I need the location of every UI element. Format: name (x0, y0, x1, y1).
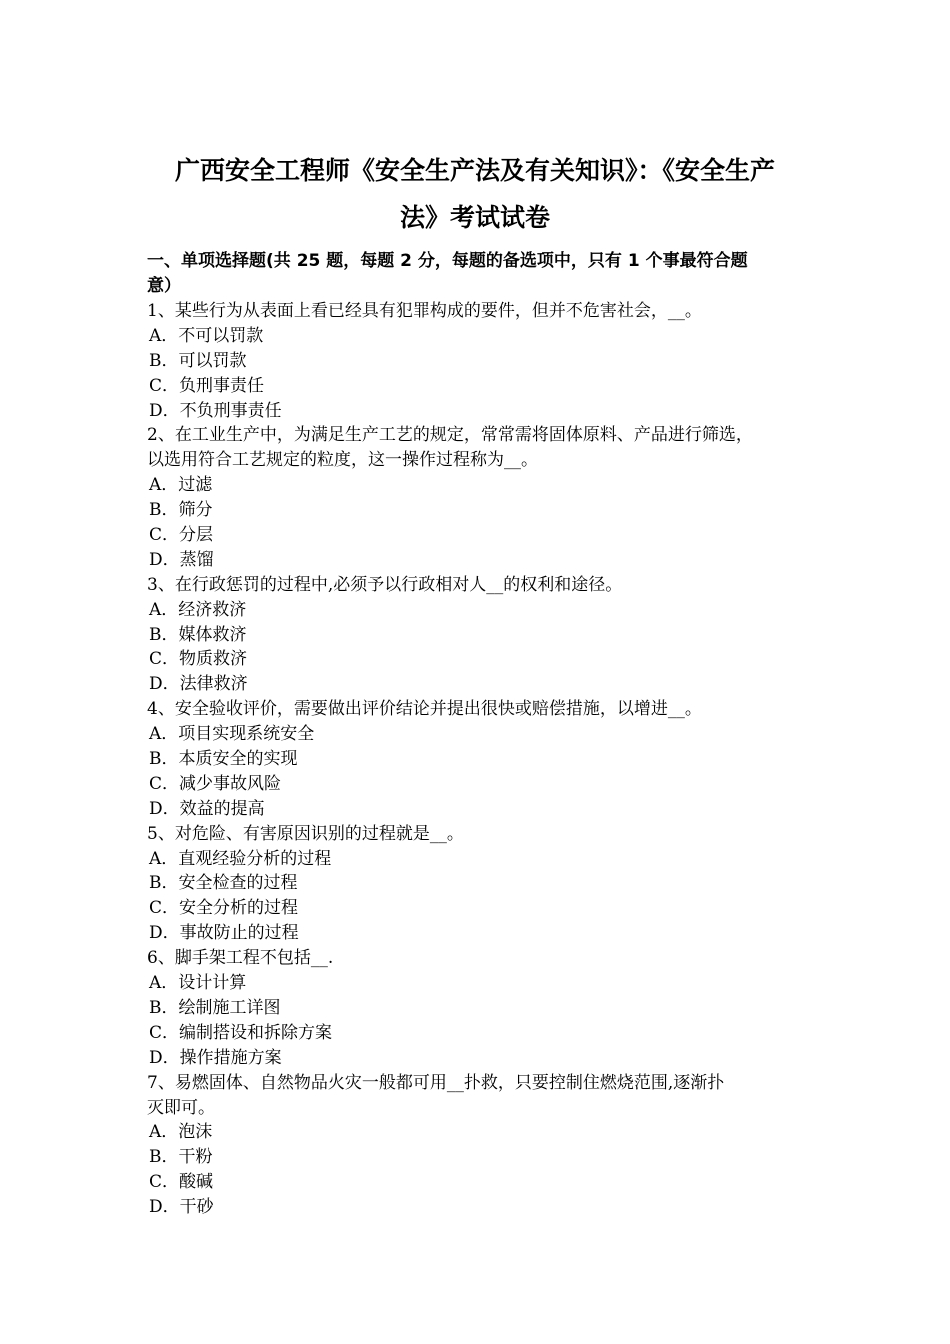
answer-option: C．分层 (149, 525, 214, 546)
answer-option: A．过滤 (149, 475, 213, 496)
question-item (147, 423, 823, 572)
question-item (147, 697, 823, 821)
answer-option: C．安全分析的过程 (149, 898, 299, 919)
answer-option: C．负刑事责任 (149, 375, 265, 396)
document-title-line-2: 法》考试试卷 (399, 203, 550, 232)
answer-option: C．减少事故风险 (149, 773, 282, 794)
answer-option: B．可以罚款 (149, 350, 247, 371)
answer-option: B．筛分 (149, 500, 213, 521)
question-list (147, 299, 823, 1220)
section-heading-line-1: 一、单项选择题(共 25 题，每题 2 分，每题的备选项中，只有 1 个事最符合题 (147, 251, 748, 271)
answer-option: C．酸碱 (149, 1172, 214, 1193)
question-item (147, 299, 823, 423)
question-text: 6、脚手架工程不包括__. (147, 948, 334, 969)
answer-option: A．不可以罚款 (149, 325, 264, 346)
answer-option: D．不负刑事责任 (149, 400, 282, 421)
section-heading (147, 249, 817, 299)
question-text: 7、易燃固体、自然物品火灾一般都可用__扑救，只要控制住燃烧范围,逐渐扑 (147, 1072, 725, 1093)
question-item (147, 1071, 823, 1220)
section-heading-line-2: 意） (147, 276, 181, 296)
document-title-line-1: 广西安全工程师《安全生产法及有关知识》：《安全生产 (174, 156, 775, 185)
answer-option: D．操作措施方案 (149, 1047, 282, 1068)
answer-option: A．直观经验分析的过程 (149, 848, 332, 869)
answer-option: B．本质安全的实现 (149, 749, 298, 770)
answer-option: A．泡沫 (149, 1122, 213, 1143)
answer-option: D．蒸馏 (149, 549, 214, 570)
question-text: 5、对危险、有害原因识别的过程就是__。 (147, 823, 464, 844)
question-text: 3、在行政惩罚的过程中,必须予以行政相对人__的权利和途径。 (147, 574, 623, 595)
answer-option: C．物质救济 (149, 649, 248, 670)
answer-option: A．经济救济 (149, 599, 247, 620)
question-text: 4、安全验收评价，需要做出评价结论并提出很快或赔偿措施，以增进__。 (147, 699, 702, 720)
answer-option: D．事故防止的过程 (149, 923, 299, 944)
answer-option: D．法律救济 (149, 674, 248, 695)
question-text: 以选用符合工艺规定的粒度，这一操作过程称为__。 (147, 450, 538, 471)
answer-option: D．效益的提高 (149, 798, 265, 819)
answer-option: B．安全检查的过程 (149, 873, 298, 894)
answer-option: C．编制搭设和拆除方案 (149, 1022, 333, 1043)
question-item (147, 822, 823, 946)
question-text: 灭即可。 (147, 1097, 215, 1118)
question-item (147, 946, 823, 1070)
question-text: 2、在工业生产中，为满足生产工艺的规定，常常需将固体原料、产品进行筛选， (147, 425, 753, 446)
question-item (147, 573, 823, 697)
answer-option: D．干砂 (149, 1197, 214, 1218)
answer-option: B．绘制施工详图 (149, 997, 281, 1018)
answer-option: B．媒体救济 (149, 624, 247, 645)
question-text: 1、某些行为从表面上看已经具有犯罪构成的要件，但并不危害社会，__。 (147, 301, 702, 321)
answer-option: B．干粉 (149, 1147, 213, 1168)
answer-option: A．设计计算 (149, 973, 247, 994)
answer-option: A．项目实现系统安全 (149, 724, 315, 745)
